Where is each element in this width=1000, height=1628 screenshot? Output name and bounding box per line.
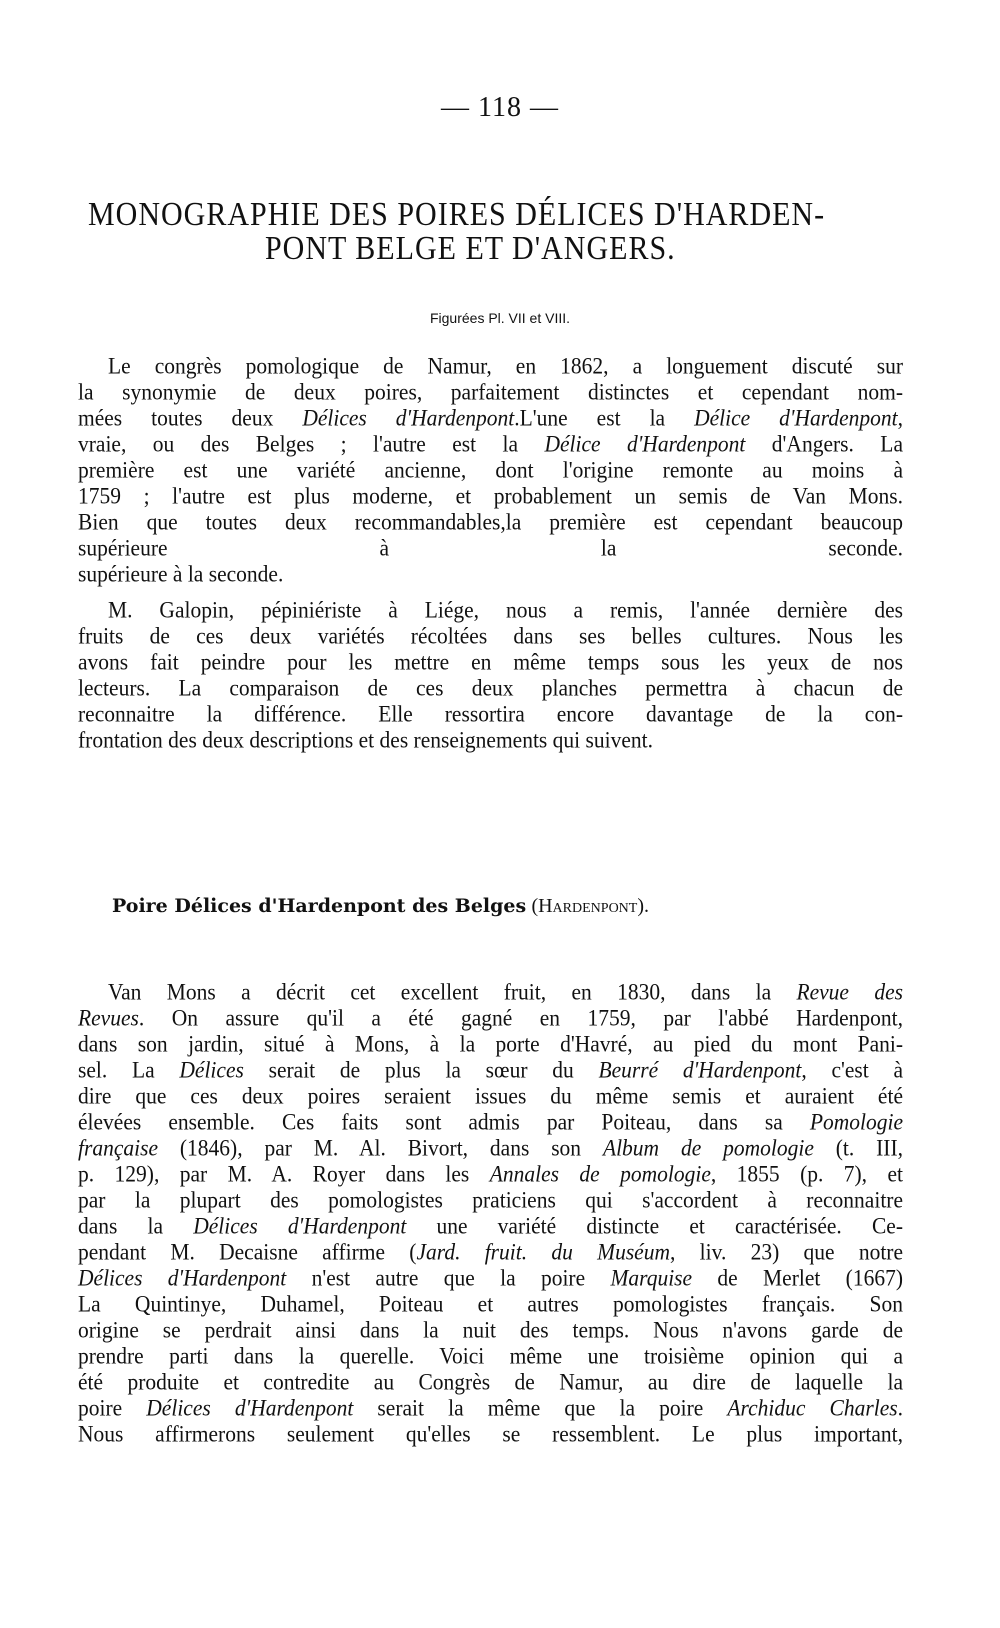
text-line: Le congrès pomologique de Namur, en 1862, a longuement discuté sur xyxy=(108,353,903,379)
text-line: la synonymie de deux poires, parfaitement distinctes et cependant nom- xyxy=(78,379,903,405)
text-line: M. Galopin, pépiniériste à Liége, nous a remis, l'année dernière des xyxy=(108,597,903,623)
text-line: fruits de ces deux variétés récoltées dans ses belles cultures. Nous les xyxy=(78,623,903,649)
section-heading xyxy=(112,893,912,918)
text-line: lecteurs. La comparaison de ces deux planches permettra à chacun de xyxy=(78,675,903,701)
text-line: p. 129), par M. A. Royer dans les Annales de pomologie, 1855 (p. 7), et xyxy=(78,1161,903,1187)
page-title-line-1: MONOGRAPHIE DES POIRES DÉLICES D'HARDEN- xyxy=(88,196,826,233)
text-line: pendant M. Decaisne affirme (Jard. fruit. du Muséum, liv. 23) que notre xyxy=(78,1239,903,1265)
text-line: Bien que toutes deux recommandables,la première est cependant beaucoup xyxy=(78,509,903,535)
text-line: prendre parti dans la querelle. Voici même une troisième opinion qui a xyxy=(78,1343,903,1369)
text-line: dans son jardin, situé à Mons, à la porte d'Havré, au pied du mont Pani- xyxy=(78,1031,903,1057)
text-line: avons fait peindre pour les mettre en même temps sous les yeux de nos xyxy=(78,649,903,675)
text-line: par la plupart des pomologistes praticiens qui s'accordent à reconnaitre xyxy=(78,1187,903,1213)
text-line: reconnaitre la différence. Elle ressortira encore davantage de la con- xyxy=(78,701,903,727)
text-line: supérieure à la seconde. xyxy=(78,535,903,561)
text-line: origine se perdrait ainsi dans la nuit des temps. Nous n'avons garde de xyxy=(78,1317,903,1343)
text-line: supérieure à la seconde. xyxy=(78,561,284,587)
text-line: Délices d'Hardenpont n'est autre que la poire Marquise de Merlet (1667) xyxy=(78,1265,904,1291)
text-line: dans la Délices d'Hardenpont une variété distincte et caractérisée. Ce- xyxy=(78,1213,903,1239)
text-line: La Quintinye, Duhamel, Poiteau et autres pomologistes français. Son xyxy=(78,1291,903,1317)
text-line: 1759 ; l'autre est plus moderne, et probablement un semis de Van Mons. xyxy=(78,483,903,509)
text-line: sel. La Délices serait de plus la sœur du Beurré d'Hardenpont, c'est à xyxy=(78,1057,904,1083)
text-line: poire Délices d'Hardenpont serait la même que la poire Archiduc Charles. xyxy=(78,1395,903,1421)
text-line: élevées ensemble. Ces faits sont admis par Poiteau, dans sa Pomologie xyxy=(78,1109,903,1135)
plates-reference: Figurées Pl. VII et VIII. xyxy=(429,310,571,326)
text-line: dire que ces deux poires seraient issues du même semis et auraient été xyxy=(78,1083,903,1109)
section-heading-title: Poire Délices d'Hardenpont des Belges xyxy=(112,895,527,917)
text-line: Revues. On assure qu'il a été gagné en 1759, par l'abbé Hardenpont, xyxy=(78,1005,903,1031)
section-heading-author: (Hardenpont). xyxy=(531,895,649,917)
text-line: mées toutes deux Délices d'Hardenpont.L'une est la Délice d'Hardenpont, xyxy=(78,405,904,431)
page-number: — 118 — xyxy=(441,92,559,123)
text-line: été produite et contredite au Congrès de Namur, au dire de laquelle la xyxy=(78,1369,903,1395)
text-line: première est une variété ancienne, dont l'origine remonte au moins à xyxy=(78,457,903,483)
text-line: vraie, ou des Belges ; l'autre est la Délice d'Hardenpont d'Angers. La xyxy=(78,431,903,457)
text-line: frontation des deux descriptions et des renseignements qui suivent. xyxy=(78,727,653,753)
text-line: française (1846), par M. Al. Bivort, dans son Album de pomologie (t. III, xyxy=(78,1135,903,1161)
text-line: Van Mons a décrit cet excellent fruit, en 1830, dans la Revue des xyxy=(108,979,903,1005)
text-line: Nous affirmerons seulement qu'elles se ressemblent. Le plus important, xyxy=(78,1421,903,1447)
page-title-line-2: PONT BELGE ET D'ANGERS. xyxy=(265,230,676,267)
